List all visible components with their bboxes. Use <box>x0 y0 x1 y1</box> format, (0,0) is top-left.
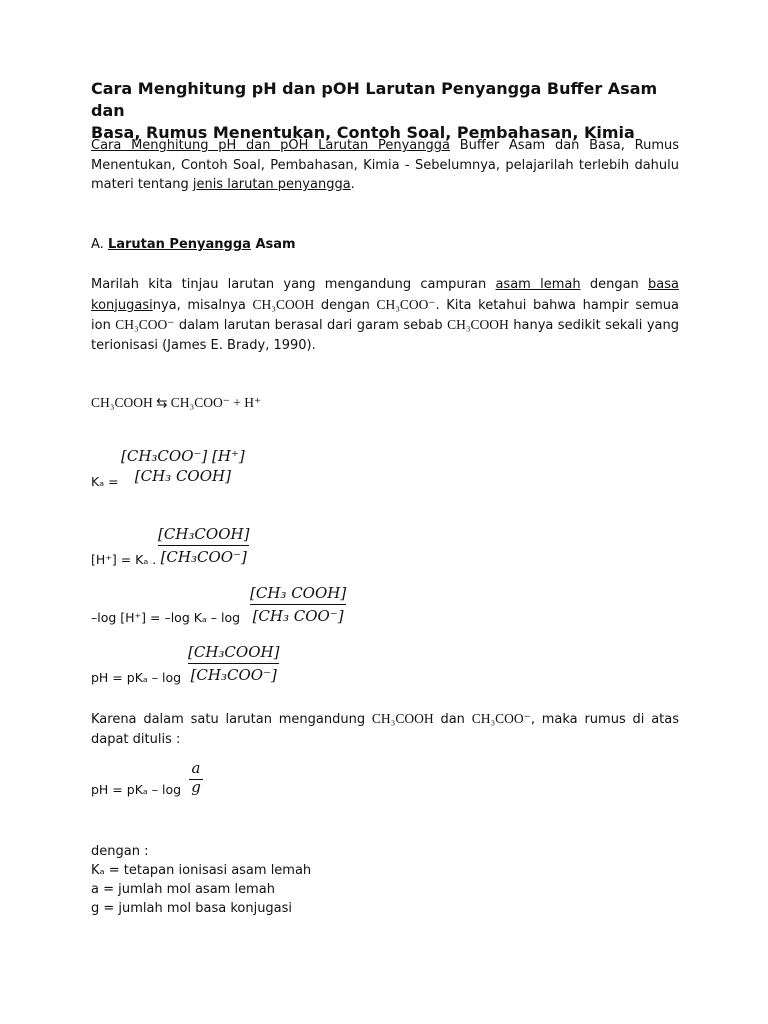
legend-item-ka: Kₐ = tetapan ionisasi asam lemah <box>91 863 312 878</box>
intro-paragraph <box>91 136 679 195</box>
eq3-lhs: –log [H⁺] = –log Kₐ – log <box>91 610 241 625</box>
p2-text-4: dengan <box>314 297 377 313</box>
link-asam-lemah[interactable]: asam lemah <box>495 277 581 292</box>
p2-text-1: Marilah kita tinjau larutan yang mengandung campuran <box>91 277 496 292</box>
p2-text-6: dalam larutan berasal dari garam sebab <box>174 318 448 333</box>
document-title <box>91 78 679 144</box>
link-konjugasi[interactable]: konjugasi <box>91 297 153 313</box>
link-basa[interactable]: basa <box>648 277 679 292</box>
eq3-fraction <box>250 583 346 626</box>
p2-text-2: dengan <box>580 277 649 292</box>
section-a-suffix: Asam <box>250 237 296 252</box>
eq3-numerator: [CH₃ COOH] <box>250 584 347 602</box>
section-a-link[interactable]: Larutan Penyangga <box>107 237 251 252</box>
eq1-denominator: [CH₃ COOH] <box>134 467 231 485</box>
p2-text-5: . Kita ketahui bahwa hampir semua ion <box>91 297 679 333</box>
legend-item-a: a = jumlah mol asam lemah <box>91 882 275 897</box>
eq1-fraction <box>121 446 245 486</box>
eq4-denominator: [CH₃COO⁻] <box>190 666 277 684</box>
eq5-denominator: g <box>191 778 201 796</box>
eq1-lhs: Kₐ = <box>91 474 119 489</box>
title-line-2: Basa, Rumus Menentukan, Contoh Soal, Pembahasan, Kimia <box>91 123 635 142</box>
p3-formula-ch3cooh: CH₃COOH <box>371 711 434 726</box>
intro-link-cara-menghitung[interactable]: Cara Menghitung pH dan pOH Larutan Penyangga <box>91 138 450 153</box>
section-a-prefix: A. <box>91 237 108 252</box>
eq2-lhs: [H⁺] = Kₐ . <box>91 552 157 567</box>
eq2-fraction-bar <box>158 545 249 546</box>
p3-formula-ch3coo-minus: CH₃COO⁻ <box>471 711 531 726</box>
eq3-denominator: [CH₃ COO⁻] <box>252 607 344 625</box>
reaction-equation: CH₃COOH ⇆ CH₃COO⁻ + H⁺ <box>91 395 262 410</box>
eq4-fraction <box>188 642 279 685</box>
p3-text-3: , maka rumus di atas dapat ditulis : <box>91 712 680 747</box>
paragraph-rewrite <box>91 709 679 749</box>
eq2-denominator: [CH₃COO⁻] <box>160 548 247 566</box>
variable-legend <box>91 842 679 918</box>
p2-text-3: nya, misalnya <box>152 297 253 313</box>
eq4-lhs: pH = pKₐ – log <box>91 670 182 685</box>
legend-heading: dengan : <box>91 844 149 859</box>
eq5-fraction <box>189 758 203 797</box>
paragraph-acid-buffer <box>91 275 679 355</box>
p2-text-7: hanya sedikit sekali yang terionisasi (James E. Brady, 1990). <box>91 318 680 353</box>
formula-ch3coo-minus-2: CH₃COO⁻ <box>115 317 175 332</box>
formula-ch3coo-minus: CH₃COO⁻ <box>376 296 436 312</box>
eq2-numerator: [CH₃COOH] <box>158 525 250 543</box>
title-line-1: Cara Menghitung pH dan pOH Larutan Penyangga Buffer Asam dan <box>91 79 658 120</box>
eq5-numerator: a <box>191 759 201 777</box>
formula-ch3cooh: CH₃COOH <box>252 296 315 312</box>
eq4-numerator: [CH₃COOH] <box>188 643 280 661</box>
eq2-fraction <box>158 524 249 567</box>
eq1-numerator: [CH₃COO⁻] [H⁺] <box>121 447 245 465</box>
eq5-lhs: pH = pKₐ – log <box>91 782 182 797</box>
eq3-fraction-bar <box>250 604 346 605</box>
formula-ch3cooh-2: CH₃COOH <box>447 317 509 332</box>
p3-text-1: Karena dalam satu larutan mengandung <box>91 712 372 727</box>
legend-item-g: g = jumlah mol basa konjugasi <box>91 901 293 916</box>
section-a-heading <box>91 237 679 252</box>
p3-text-2: dan <box>433 712 472 727</box>
intro-link-jenis-larutan[interactable]: jenis larutan penyangga <box>192 177 351 192</box>
intro-period: . <box>350 177 355 192</box>
intro-text: Buffer Asam dan Basa, Rumus Menentukan, Contoh Soal, Pembahasan, Kimia - Sebelumnya, pelajarilah terlebih dahulu materi tentang <box>91 138 679 192</box>
eq4-fraction-bar <box>188 663 279 664</box>
